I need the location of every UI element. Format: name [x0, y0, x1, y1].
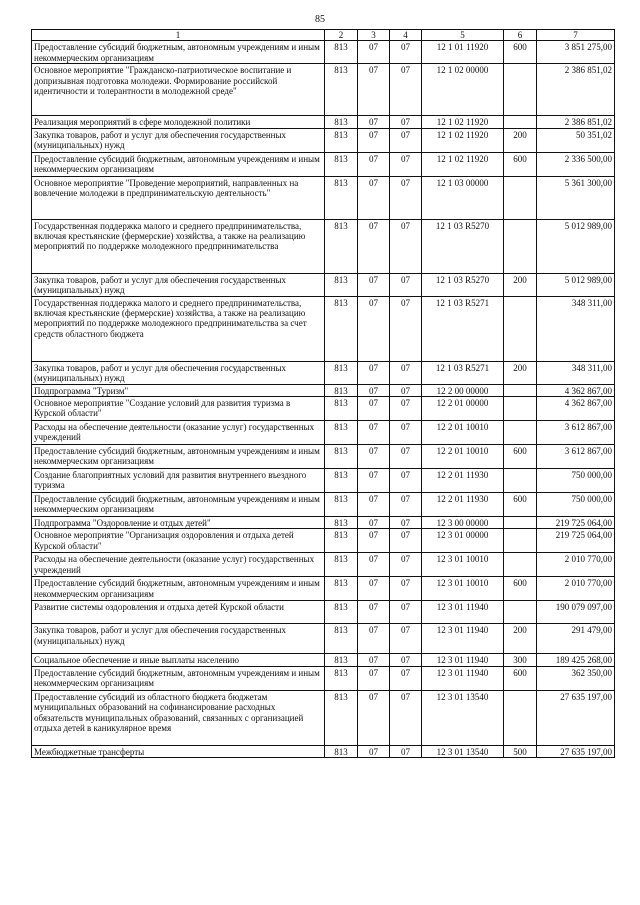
row-section-cell: 07: [358, 624, 390, 654]
table-row: [32, 128, 615, 152]
row-grbs-cell: 813: [325, 64, 358, 116]
row-amount-cell: 2 336 500,00: [537, 152, 615, 176]
row-amount-cell: 190 079 097,00: [537, 601, 615, 624]
row-amount-cell: 3 612 867,00: [537, 421, 615, 445]
row-target-article-cell: 12 2 01 11930: [422, 469, 504, 493]
row-subsection-cell: 07: [390, 529, 422, 553]
row-name-cell: Расходы на обеспечение деятельности (оказание услуг) государственных учреждений: [32, 553, 325, 577]
row-expense-type-cell: 500: [504, 745, 537, 757]
row-grbs-cell: 813: [325, 690, 358, 745]
row-section-cell: 07: [358, 128, 390, 152]
row-expense-type-cell: [504, 421, 537, 445]
row-amount-cell: 348 311,00: [537, 296, 615, 361]
row-target-article-cell: 12 3 00 00000: [422, 517, 504, 529]
row-name-cell: Подпрограмма "Оздоровление и отдых детей": [32, 517, 325, 529]
row-subsection-cell: 07: [390, 152, 422, 176]
row-target-article-cell: 12 1 02 00000: [422, 64, 504, 116]
row-name-cell: Закупка товаров, работ и услуг для обеспечения государственных (муниципальных) нужд: [32, 361, 325, 384]
table-row: [32, 296, 615, 361]
row-grbs-cell: 813: [325, 41, 358, 64]
row-subsection-cell: 07: [390, 624, 422, 654]
row-target-article-cell: 12 3 01 00000: [422, 529, 504, 553]
row-expense-type-cell: 200: [504, 128, 537, 152]
table-row: [32, 469, 615, 493]
row-amount-cell: 4 362 867,00: [537, 384, 615, 396]
row-subsection-cell: 07: [390, 296, 422, 361]
row-expense-type-cell: [504, 469, 537, 493]
row-name-cell: Предоставление субсидий бюджетным, автономным учреждениям и иным некоммерческим организациям: [32, 41, 325, 64]
row-name-cell: Основное мероприятие "Создание условий для развития туризма в Курской области": [32, 397, 325, 421]
row-grbs-cell: 813: [325, 421, 358, 445]
row-grbs-cell: 813: [325, 116, 358, 128]
row-section-cell: 07: [358, 690, 390, 745]
row-amount-cell: 219 725 064,00: [537, 529, 615, 553]
row-subsection-cell: 07: [390, 361, 422, 384]
row-grbs-cell: 813: [325, 624, 358, 654]
table-row: [32, 601, 615, 624]
row-section-cell: 07: [358, 273, 390, 296]
row-amount-cell: 5 012 989,00: [537, 273, 615, 296]
row-amount-cell: 27 635 197,00: [537, 690, 615, 745]
row-subsection-cell: 07: [390, 517, 422, 529]
row-grbs-cell: 813: [325, 529, 358, 553]
row-section-cell: 07: [358, 654, 390, 666]
row-grbs-cell: 813: [325, 517, 358, 529]
table-row: [32, 529, 615, 553]
row-section-cell: 07: [358, 152, 390, 176]
row-name-cell: Предоставление субсидий бюджетным, автономным учреждениям и иным некоммерческим организациям: [32, 493, 325, 517]
row-target-article-cell: 12 1 02 11920: [422, 128, 504, 152]
table-row: [32, 273, 615, 296]
row-name-cell: Предоставление субсидий бюджетным, автономным учреждениям и иным некоммерческим организациям: [32, 666, 325, 690]
row-target-article-cell: 12 2 01 11930: [422, 493, 504, 517]
row-section-cell: 07: [358, 493, 390, 517]
row-expense-type-cell: [504, 176, 537, 219]
row-target-article-cell: 12 3 01 11940: [422, 601, 504, 624]
row-expense-type-cell: 200: [504, 361, 537, 384]
row-expense-type-cell: 600: [504, 445, 537, 469]
row-amount-cell: 2 010 770,00: [537, 553, 615, 577]
row-target-article-cell: 12 1 03 R5271: [422, 296, 504, 361]
row-grbs-cell: 813: [325, 493, 358, 517]
table-row: [32, 384, 615, 396]
row-grbs-cell: 813: [325, 577, 358, 601]
row-name-cell: Расходы на обеспечение деятельности (оказание услуг) государственных учреждений: [32, 421, 325, 445]
table-row: [32, 654, 615, 666]
row-name-cell: Основное мероприятие "Проведение мероприятий, направленных на вовлечение молодежи в предпринимательскую деятельность": [32, 176, 325, 219]
row-section-cell: 07: [358, 296, 390, 361]
row-section-cell: 07: [358, 553, 390, 577]
row-expense-type-cell: 200: [504, 624, 537, 654]
row-amount-cell: 291 479,00: [537, 624, 615, 654]
row-subsection-cell: 07: [390, 128, 422, 152]
row-target-article-cell: 12 3 01 10010: [422, 577, 504, 601]
row-subsection-cell: 07: [390, 219, 422, 273]
row-grbs-cell: 813: [325, 445, 358, 469]
row-section-cell: 07: [358, 529, 390, 553]
table-row: [32, 397, 615, 421]
row-subsection-cell: 07: [390, 273, 422, 296]
row-target-article-cell: 12 1 02 11920: [422, 116, 504, 128]
row-target-article-cell: 12 3 01 11940: [422, 654, 504, 666]
row-target-article-cell: 12 1 03 R5270: [422, 219, 504, 273]
row-expense-type-cell: [504, 601, 537, 624]
row-name-cell: Предоставление субсидий бюджетным, автономным учреждениям и иным некоммерческим организациям: [32, 445, 325, 469]
table-row: [32, 361, 615, 384]
row-expense-type-cell: 600: [504, 493, 537, 517]
row-expense-type-cell: [504, 529, 537, 553]
row-expense-type-cell: 600: [504, 577, 537, 601]
row-expense-type-cell: [504, 553, 537, 577]
table-row: [32, 421, 615, 445]
row-grbs-cell: 813: [325, 219, 358, 273]
row-section-cell: 07: [358, 64, 390, 116]
row-amount-cell: 5 361 300,00: [537, 176, 615, 219]
row-section-cell: 07: [358, 116, 390, 128]
row-section-cell: 07: [358, 469, 390, 493]
row-target-article-cell: 12 2 01 10010: [422, 445, 504, 469]
row-section-cell: 07: [358, 577, 390, 601]
table-row: [32, 553, 615, 577]
header-cell: 7: [537, 30, 615, 41]
row-expense-type-cell: 300: [504, 654, 537, 666]
row-section-cell: 07: [358, 384, 390, 396]
row-name-cell: Предоставление субсидий из областного бюджета бюджетам муниципальных образований на софинансирование расходных обязательств муниципальных образований, связанных с организацией отдыха детей в каникулярное время: [32, 690, 325, 745]
row-subsection-cell: 07: [390, 654, 422, 666]
row-target-article-cell: 12 1 03 00000: [422, 176, 504, 219]
header-cell: 6: [504, 30, 537, 41]
row-expense-type-cell: [504, 296, 537, 361]
row-subsection-cell: 07: [390, 116, 422, 128]
row-name-cell: Создание благоприятных условий для развития внутреннего въездного туризма: [32, 469, 325, 493]
page-number: 85: [315, 14, 325, 25]
row-section-cell: 07: [358, 421, 390, 445]
row-amount-cell: 189 425 268,00: [537, 654, 615, 666]
row-subsection-cell: 07: [390, 445, 422, 469]
row-expense-type-cell: [504, 517, 537, 529]
row-expense-type-cell: [504, 116, 537, 128]
row-name-cell: Развитие системы оздоровления и отдыха детей Курской области: [32, 601, 325, 624]
table-row: [32, 624, 615, 654]
row-amount-cell: 750 000,00: [537, 469, 615, 493]
row-grbs-cell: 813: [325, 296, 358, 361]
table-row: [32, 41, 615, 64]
row-subsection-cell: 07: [390, 41, 422, 64]
row-subsection-cell: 07: [390, 666, 422, 690]
row-section-cell: 07: [358, 219, 390, 273]
row-subsection-cell: 07: [390, 553, 422, 577]
row-amount-cell: 50 351,02: [537, 128, 615, 152]
row-expense-type-cell: 600: [504, 666, 537, 690]
row-target-article-cell: 12 2 01 10010: [422, 421, 504, 445]
row-name-cell: Закупка товаров, работ и услуг для обеспечения государственных (муниципальных) нужд: [32, 273, 325, 296]
header-cell: 3: [358, 30, 390, 41]
row-section-cell: 07: [358, 41, 390, 64]
row-subsection-cell: 07: [390, 397, 422, 421]
row-name-cell: Государственная поддержка малого и среднего предпринимательства, включая крестьянские (фермерские) хозяйства, а также на реализацию мероприятий по поддержке молодежного предпринимательства за счет средств областного бюджета: [32, 296, 325, 361]
row-target-article-cell: 12 3 01 10010: [422, 553, 504, 577]
row-target-article-cell: 12 3 01 13540: [422, 745, 504, 757]
header-row: [32, 30, 615, 41]
row-amount-cell: 2 010 770,00: [537, 577, 615, 601]
table-row: [32, 64, 615, 116]
row-grbs-cell: 813: [325, 128, 358, 152]
row-section-cell: 07: [358, 397, 390, 421]
row-name-cell: Подпрограмма "Туризм": [32, 384, 325, 396]
row-expense-type-cell: 200: [504, 273, 537, 296]
row-amount-cell: 750 000,00: [537, 493, 615, 517]
row-expense-type-cell: [504, 690, 537, 745]
row-grbs-cell: 813: [325, 273, 358, 296]
row-amount-cell: 348 311,00: [537, 361, 615, 384]
header-cell: 1: [32, 30, 325, 41]
row-amount-cell: 219 725 064,00: [537, 517, 615, 529]
row-subsection-cell: 07: [390, 176, 422, 219]
row-target-article-cell: 12 1 01 11920: [422, 41, 504, 64]
row-target-article-cell: 12 2 00 00000: [422, 384, 504, 396]
row-target-article-cell: 12 1 03 R5270: [422, 273, 504, 296]
row-expense-type-cell: 600: [504, 41, 537, 64]
row-grbs-cell: 813: [325, 152, 358, 176]
row-subsection-cell: 07: [390, 64, 422, 116]
row-name-cell: Реализация мероприятий в сфере молодежной политики: [32, 116, 325, 128]
row-grbs-cell: 813: [325, 384, 358, 396]
row-name-cell: Основное мероприятие "Гражданско-патриотическое воспитание и допризывная подготовка молодежи. Формирование российской идентичности и толерантности в молодежной среде": [32, 64, 325, 116]
table-row: [32, 176, 615, 219]
row-amount-cell: 2 386 851,02: [537, 116, 615, 128]
row-expense-type-cell: [504, 219, 537, 273]
row-subsection-cell: 07: [390, 493, 422, 517]
row-grbs-cell: 813: [325, 397, 358, 421]
row-name-cell: Предоставление субсидий бюджетным, автономным учреждениям и иным некоммерческим организациям: [32, 577, 325, 601]
row-grbs-cell: 813: [325, 176, 358, 219]
table-row: [32, 690, 615, 745]
row-section-cell: 07: [358, 745, 390, 757]
row-name-cell: Социальное обеспечение и иные выплаты населению: [32, 654, 325, 666]
row-subsection-cell: 07: [390, 577, 422, 601]
row-grbs-cell: 813: [325, 469, 358, 493]
row-section-cell: 07: [358, 666, 390, 690]
row-grbs-cell: 813: [325, 601, 358, 624]
row-name-cell: Предоставление субсидий бюджетным, автономным учреждениям и иным некоммерческим организациям: [32, 152, 325, 176]
header-cell: 4: [390, 30, 422, 41]
row-amount-cell: 5 012 989,00: [537, 219, 615, 273]
header-cell: 2: [325, 30, 358, 41]
row-target-article-cell: 12 3 01 11940: [422, 624, 504, 654]
row-subsection-cell: 07: [390, 601, 422, 624]
row-subsection-cell: 07: [390, 384, 422, 396]
row-name-cell: Межбюджетные трансферты: [32, 745, 325, 757]
row-target-article-cell: 12 3 01 11940: [422, 666, 504, 690]
header-cell: 5: [422, 30, 504, 41]
row-subsection-cell: 07: [390, 421, 422, 445]
row-section-cell: 07: [358, 176, 390, 219]
row-target-article-cell: 12 2 01 00000: [422, 397, 504, 421]
row-grbs-cell: 813: [325, 553, 358, 577]
row-name-cell: Основное мероприятие "Организация оздоровления и отдыха детей Курской области": [32, 529, 325, 553]
row-subsection-cell: 07: [390, 690, 422, 745]
row-amount-cell: 27 635 197,00: [537, 745, 615, 757]
row-expense-type-cell: [504, 384, 537, 396]
row-name-cell: Закупка товаров, работ и услуг для обеспечения государственных (муниципальных) нужд: [32, 128, 325, 152]
row-section-cell: 07: [358, 445, 390, 469]
row-name-cell: Государственная поддержка малого и среднего предпринимательства, включая крестьянские (фермерские) хозяйства, а также на реализацию мероприятий по поддержке молодежного предпринимательства: [32, 219, 325, 273]
table-row: [32, 116, 615, 128]
table-row: [32, 152, 615, 176]
row-target-article-cell: 12 1 03 R5271: [422, 361, 504, 384]
row-amount-cell: 3 851 275,00: [537, 41, 615, 64]
row-section-cell: 07: [358, 517, 390, 529]
row-subsection-cell: 07: [390, 469, 422, 493]
row-grbs-cell: 813: [325, 745, 358, 757]
row-name-cell: Закупка товаров, работ и услуг для обеспечения государственных (муниципальных) нужд: [32, 624, 325, 654]
row-amount-cell: 2 386 851,02: [537, 64, 615, 116]
row-grbs-cell: 813: [325, 654, 358, 666]
row-grbs-cell: 813: [325, 361, 358, 384]
row-subsection-cell: 07: [390, 745, 422, 757]
row-section-cell: 07: [358, 361, 390, 384]
table-row: [32, 577, 615, 601]
table-row: [32, 517, 615, 529]
row-target-article-cell: 12 1 02 11920: [422, 152, 504, 176]
row-expense-type-cell: 600: [504, 152, 537, 176]
row-grbs-cell: 813: [325, 666, 358, 690]
table-row: [32, 219, 615, 273]
row-amount-cell: 4 362 867,00: [537, 397, 615, 421]
row-section-cell: 07: [358, 601, 390, 624]
row-expense-type-cell: [504, 397, 537, 421]
budget-table: [31, 29, 615, 758]
table-row: [32, 493, 615, 517]
row-target-article-cell: 12 3 01 13540: [422, 690, 504, 745]
row-expense-type-cell: [504, 64, 537, 116]
table-row: [32, 745, 615, 757]
table-body: [32, 30, 615, 758]
table-row: [32, 445, 615, 469]
row-amount-cell: 362 350,00: [537, 666, 615, 690]
row-amount-cell: 3 612 867,00: [537, 445, 615, 469]
table-row: [32, 666, 615, 690]
